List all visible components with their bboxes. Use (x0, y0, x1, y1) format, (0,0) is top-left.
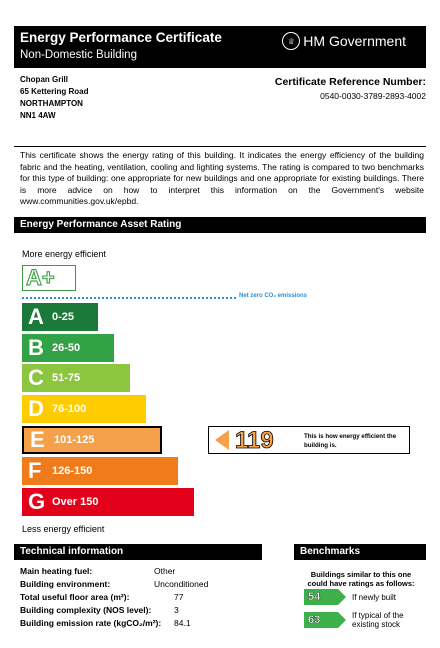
tech-key: Building environment: (20, 579, 111, 589)
band-e (22, 426, 162, 454)
tech-value: 84.1 (174, 618, 191, 628)
band-d-range: 76-100 (52, 403, 87, 415)
benchmarks-intro: Buildings similar to this one could have ratings as follows: (307, 570, 415, 588)
tech-key: Building complexity (NOS level): (20, 605, 152, 615)
tech-key: Main heating fuel: (20, 566, 93, 576)
certificate-header (14, 26, 426, 68)
benchmark-new-label: If newly built (352, 592, 397, 602)
certificate-title: Energy Performance Certificate (20, 30, 222, 45)
tech-key: Building emission rate (kgCO₂/m²): (20, 618, 162, 628)
band-a-plus-label: A+ (26, 265, 55, 290)
band-a (22, 303, 98, 331)
band-g (22, 488, 194, 516)
pointer-arrow-icon (215, 430, 229, 450)
more-efficient-label: More energy efficient (22, 249, 106, 259)
rating-value: 119 (235, 427, 274, 454)
benchmarks-heading: Benchmarks (294, 544, 426, 560)
certificate-reference (275, 76, 426, 101)
certificate-reference-number: 0540-0030-3789-2893-4002 (320, 91, 426, 101)
tech-value: 3 (174, 605, 179, 615)
band-d-letter: D (28, 396, 44, 421)
benchmark-existing-value: 63 (308, 614, 321, 626)
band-c-letter: C (28, 365, 44, 390)
technical-info-heading: Technical information (14, 544, 262, 560)
benchmark-new-value: 54 (308, 591, 321, 603)
tech-value: 77 (174, 592, 184, 602)
hm-government-text: HM Government (303, 33, 406, 49)
divider-top (14, 146, 426, 147)
benchmark-existing-arrow (304, 612, 338, 628)
benchmark-new-arrow (304, 589, 338, 605)
address-line-1: Chopan Grill (20, 75, 68, 84)
net-zero-label: Net zero CO₂ emissions (239, 293, 308, 299)
certificate-reference-label: Certificate Reference Number: (274, 76, 426, 88)
rating-pointer (208, 426, 410, 454)
less-efficient-label: Less energy efficient (22, 524, 105, 534)
band-a-range: 0-25 (52, 311, 75, 323)
tech-key: Total useful floor area (m²): (20, 592, 130, 602)
benchmark-existing (304, 611, 420, 629)
band-e-letter: E (30, 427, 45, 452)
band-f-letter: F (28, 458, 42, 483)
intro-paragraph: This certificate shows the energy rating of this building. It indicates the energy efficiency of the building fabric and the heating, ventilation, cooling and lighting systems. The rating is compared to two benchmarks for this type of building: one appropriate for new buildings and one appropriate for existing buildings. There is more advice on how to interpret this information on the Government's website www.communities.gov.uk/epbd. (20, 150, 424, 206)
band-b-range: 26-50 (52, 342, 81, 354)
band-c-range: 51-75 (52, 372, 81, 384)
rating-description: This is how energy efficient the building is. (304, 433, 397, 449)
band-a-letter: A (28, 304, 44, 329)
hm-government-logo (282, 32, 406, 50)
benchmark-new (304, 589, 396, 605)
address-line-3: NORTHAMPTON (20, 99, 83, 108)
band-a-plus (22, 265, 76, 291)
tech-value: Unconditioned (154, 579, 209, 589)
band-b-letter: B (28, 335, 44, 360)
band-c (22, 364, 130, 392)
asset-rating-heading: Energy Performance Asset Rating (14, 217, 426, 233)
tech-value: Other (154, 566, 176, 576)
band-g-letter: G (28, 489, 46, 514)
royal-crest-icon: ♕ (282, 32, 300, 50)
address-line-4: NN1 4AW (20, 111, 56, 120)
net-zero-line (22, 297, 236, 299)
band-d (22, 395, 146, 423)
band-b (22, 334, 114, 362)
address-line-2: 65 Kettering Road (20, 87, 89, 96)
band-e-range: 101-125 (54, 434, 95, 446)
band-f-range: 126-150 (52, 465, 93, 477)
benchmark-existing-label: If typical of the existing stock (352, 611, 404, 629)
band-f (22, 457, 178, 485)
building-address (20, 74, 88, 122)
band-g-range: Over 150 (52, 496, 99, 508)
certificate-subtitle: Non-Domestic Building (20, 49, 137, 61)
